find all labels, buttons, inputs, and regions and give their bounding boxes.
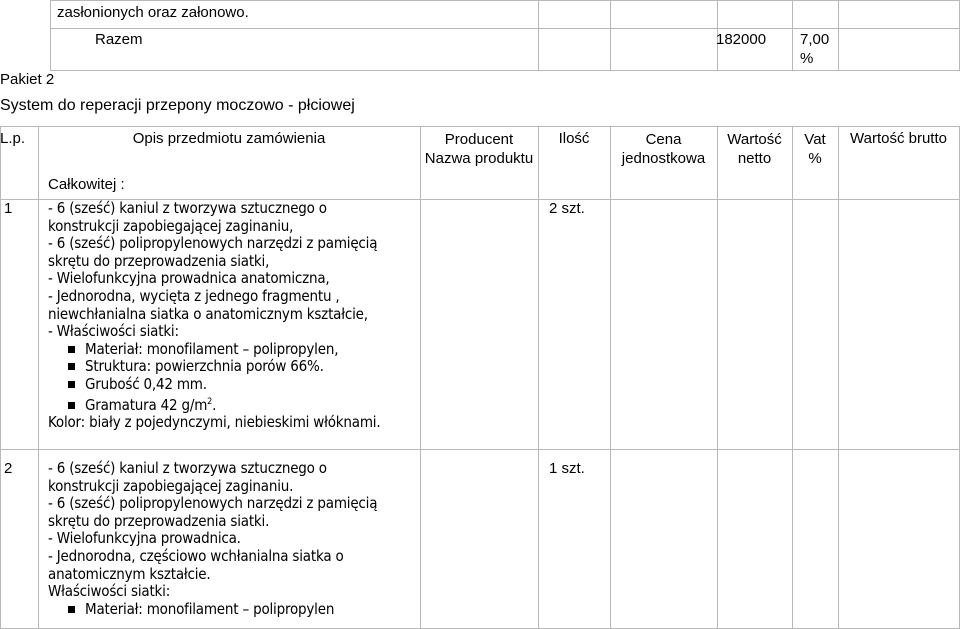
description-line: skrętu do przeprowadzenia siatki, bbox=[48, 251, 270, 270]
header-vat-line2: % bbox=[808, 150, 822, 167]
row-2-lp: 2 bbox=[4, 460, 13, 477]
description-line: - Wielofunkcyjna prowadnica. bbox=[48, 529, 241, 548]
grid-line bbox=[0, 126, 960, 127]
description-line: konstrukcji zapobiegającej zaginaniu. bbox=[48, 476, 294, 495]
row-1-quantity: 2 szt. bbox=[549, 200, 585, 217]
grid-line bbox=[792, 0, 793, 70]
bullet-item: Struktura: powierzchnia porów 66%. bbox=[48, 358, 380, 376]
header-lp: L.p. bbox=[0, 130, 26, 147]
description-line: - Jednorodna, częściowo wchłanialna siatka o bbox=[48, 546, 344, 565]
header-producer-line2: Nazwa produktu bbox=[424, 150, 534, 167]
row-2-description bbox=[48, 460, 377, 618]
header-gross-value: Wartość brutto bbox=[850, 130, 947, 147]
grid-line bbox=[792, 126, 793, 629]
square-bullet-icon bbox=[68, 346, 75, 353]
grid-line bbox=[610, 0, 611, 70]
previous-item-tail: zasłonionych oraz załonowo. bbox=[57, 4, 249, 21]
header-net-line1: Wartość bbox=[727, 131, 782, 148]
header-price-line2: jednostkowa bbox=[621, 150, 706, 167]
grid-line bbox=[50, 0, 51, 70]
header-producer bbox=[420, 130, 538, 168]
grid-line bbox=[420, 126, 421, 629]
square-bullet-icon bbox=[68, 606, 75, 613]
grid-line bbox=[38, 126, 39, 629]
row-2-quantity: 1 szt. bbox=[549, 460, 585, 477]
square-bullet-icon bbox=[68, 381, 75, 388]
description-line: - Właściwości siatki: bbox=[48, 322, 179, 341]
bullet-item: Gramatura 42 $g/m^2$. bbox=[48, 394, 380, 415]
header-unit-price bbox=[610, 130, 717, 168]
bullet-item: Grubość 0,42 mm. bbox=[48, 376, 380, 394]
grid-line bbox=[838, 126, 839, 629]
razem-label: Razem bbox=[95, 31, 143, 48]
grid-line bbox=[0, 126, 1, 629]
square-bullet-icon bbox=[68, 402, 75, 409]
row-1-description bbox=[48, 200, 380, 432]
total-label: Całkowitej : bbox=[48, 176, 125, 193]
header-net-value bbox=[717, 130, 792, 168]
description-line: - 6 (sześć) kaniul z tworzywa sztucznego o bbox=[48, 459, 327, 477]
grid-line bbox=[838, 0, 839, 70]
description-line: konstrukcji zapobiegającej zaginaniu, bbox=[48, 216, 294, 235]
header-price-line1: Cena bbox=[645, 131, 682, 148]
header-vat bbox=[792, 130, 838, 168]
description-line: Kolor: biały z pojedynczymi, niebieskimi włóknami. bbox=[48, 413, 381, 432]
header-producer-line1: Producent bbox=[444, 131, 514, 148]
grid-line bbox=[50, 28, 960, 29]
description-line: - 6 (sześć) kaniul z tworzywa sztucznego o bbox=[48, 199, 327, 217]
description-line: anatomicznym kształcie. bbox=[48, 564, 211, 583]
description-line: - 6 (sześć) polipropylenowych narzędzi z pamięcią bbox=[48, 234, 378, 253]
header-quantity: Ilość bbox=[558, 130, 590, 147]
grid-line bbox=[610, 126, 611, 629]
grid-line bbox=[50, 70, 960, 71]
grid-line bbox=[538, 126, 539, 629]
description-line: niewchłanialna siatka o anatomicznym kształcie, bbox=[48, 304, 368, 323]
bullet-item: Materiał: monofilament – polipropylen bbox=[48, 601, 377, 619]
superscript: 2 bbox=[207, 396, 213, 407]
header-vat-line1: Vat bbox=[804, 131, 826, 148]
description-line: - Jednorodna, wycięta z jednego fragmentu , bbox=[48, 286, 340, 305]
grid-line bbox=[538, 0, 539, 70]
grid-line bbox=[0, 449, 960, 450]
razem-vat: 7,00 bbox=[800, 31, 830, 48]
bullet-item: Materiał: monofilament – polipropylen, bbox=[48, 341, 380, 359]
header-description: Opis przedmiotu zamówienia bbox=[132, 130, 326, 147]
description-line: Właściwości siatki: bbox=[48, 582, 171, 601]
header-net-line2: netto bbox=[737, 150, 772, 167]
razem-vat-percent: % bbox=[800, 50, 814, 67]
grid-line bbox=[50, 0, 960, 1]
description-line: skrętu do przeprowadzenia siatki. bbox=[48, 511, 270, 530]
package-title: Pakiet 2 bbox=[0, 71, 55, 88]
package-subtitle: System do reperacji przepony moczowo - płciowej bbox=[0, 97, 355, 114]
square-bullet-icon bbox=[68, 363, 75, 370]
description-line: - Wielofunkcyjna prowadnica anatomiczna, bbox=[48, 269, 330, 288]
description-line: - 6 (sześć) polipropylenowych narzędzi z pamięcią bbox=[48, 494, 378, 513]
grid-line bbox=[717, 126, 718, 629]
razem-quantity: 182000 bbox=[716, 31, 767, 48]
row-1-lp: 1 bbox=[4, 200, 13, 217]
